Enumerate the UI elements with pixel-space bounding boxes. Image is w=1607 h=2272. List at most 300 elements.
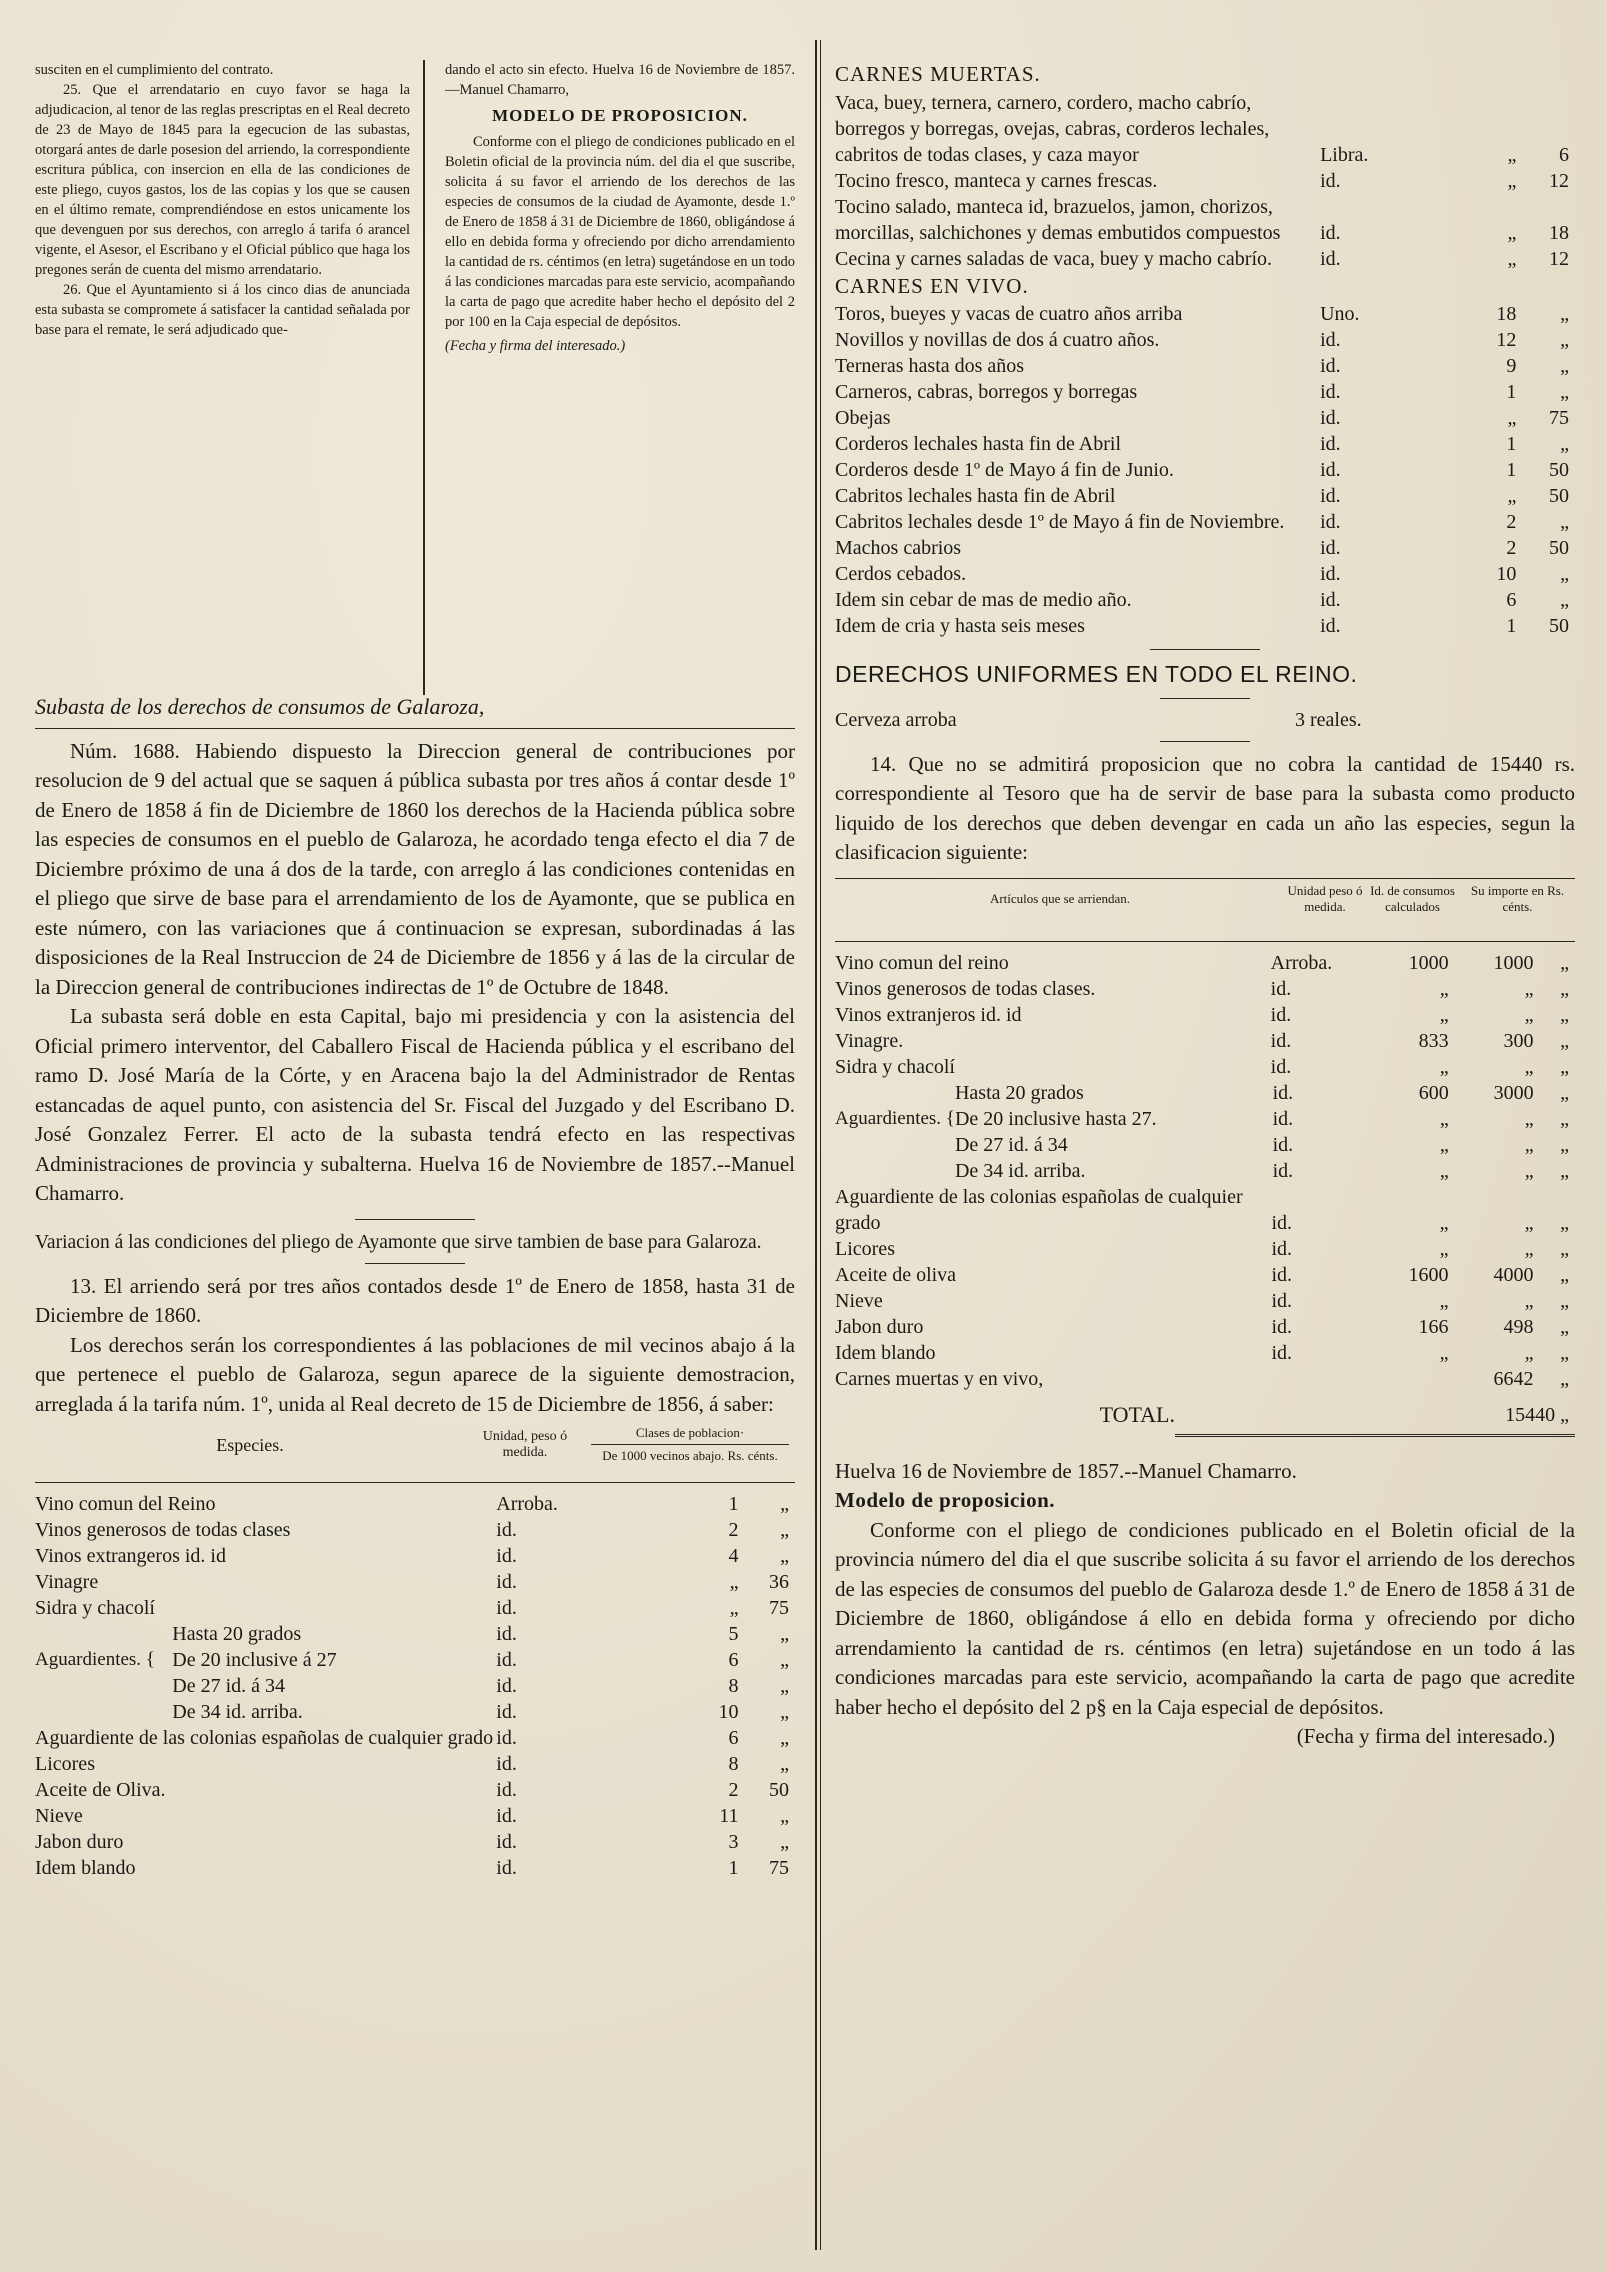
item-centimos: „ (1560, 355, 1569, 377)
item-unit: id. (496, 1675, 517, 1697)
item-qty: „ (1439, 1055, 1449, 1078)
item-centimos: „ (780, 1675, 789, 1697)
item-reales: 6 (1506, 589, 1517, 611)
table-row (835, 405, 1575, 431)
item-qty: „ (1439, 1237, 1449, 1260)
table-row (835, 1054, 1575, 1080)
tariff-table-aguardientes (35, 1621, 795, 1725)
item-reales: 1 (728, 1493, 739, 1515)
meat-table (835, 90, 1575, 272)
item-importe: „ (1524, 1107, 1534, 1130)
item-name: Hasta 20 grados (172, 1623, 302, 1645)
item-reales: 10 (718, 1701, 739, 1723)
item-name: Idem de cria y hasta seis meses (835, 615, 1085, 637)
item-name: Licores (835, 1237, 895, 1260)
item-qty: 166 (1418, 1315, 1449, 1338)
item-importe: „ (1524, 1341, 1534, 1364)
item-reales: 8 (728, 1753, 739, 1775)
item-centimos: 50 (1549, 485, 1569, 507)
item-unit: id. (1320, 355, 1341, 377)
item-centimos: „ (1560, 511, 1569, 533)
item-centimos: „ (780, 1623, 789, 1645)
item-centimos: „ (1560, 1029, 1569, 1052)
item-name: Vinos generosos de todas clases. (835, 977, 1096, 1000)
table-row (835, 1002, 1575, 1028)
item-name: Idem sin cebar de mas de medio año. (835, 589, 1132, 611)
item-centimos: „ (1560, 1263, 1569, 1286)
calc-table-aguardientes (835, 1080, 1575, 1184)
item-name: De 27 id. á 34 (172, 1675, 286, 1697)
item-importe: „ (1524, 1289, 1534, 1312)
item-centimos: 50 (1549, 537, 1569, 559)
section-heading: CARNES MUERTAS. (835, 62, 1041, 86)
item-unit: id. (1320, 221, 1341, 244)
item-qty: „ (1439, 977, 1449, 1000)
item-unit: id. (1271, 1289, 1293, 1312)
item-name: Hasta 20 grados (954, 1081, 1084, 1104)
table-row (835, 90, 1575, 168)
table-row (35, 1621, 795, 1647)
item-unit: id. (1270, 1055, 1292, 1078)
calc-table-body (835, 950, 1575, 1080)
item-qty: „ (1439, 1133, 1449, 1156)
group-label (35, 1621, 172, 1647)
table-row (35, 1829, 795, 1855)
item-name: Tocino salado, manteca id, brazuelos, jamon, chorizos, morcillas, salchichones y demas embutidos compuestos (835, 195, 1281, 244)
group-label (835, 1132, 955, 1158)
item-qty: „ (1439, 1289, 1449, 1312)
item-reales: „ (1507, 485, 1517, 507)
item-name: Novillos y novillas de dos á cuatro años. (835, 329, 1160, 351)
item-centimos: „ (780, 1649, 789, 1671)
item-centimos: 75 (769, 1597, 789, 1619)
item-unit (1271, 1366, 1354, 1392)
table-row (35, 1595, 795, 1621)
table-row (35, 1543, 795, 1569)
item-name: Vinos extrangeros id. id (35, 1545, 226, 1567)
table-row (35, 1777, 795, 1803)
item-name: Aceite de oliva (835, 1263, 957, 1286)
paragraph: Núm. 1688. Habiendo dispuesto la Direccion general de contribuciones por resolucion de 9 del actual que se saquen á pública subasta por tres años á contar desde 1º de Enero de 1858 á fin de Diciembre de 1860 los derechos de la Hacienda pública sobre las especies de consumos en el pueblo de Galaroza, he acordado tenga efecto el dia 7 de Diciembre próximo de una á dos de la tarde, con arreglo á las condiciones contenidas en el pliego que sirve de base para el arrendamiento de los de Ayamonte, que se publica en este número, con las variaciones que á continuacion se expresan, subordinadas á las disposiciones de la Real Instruccion de 24 de Diciembre de 1856 y á las de la circular de la Direccion general de contribuciones indirectas de 1º de Octubre de 1848. (35, 738, 795, 999)
item-importe: „ (1524, 1159, 1534, 1182)
item-centimos: „ (1560, 381, 1569, 403)
table-row (35, 1569, 795, 1595)
item-reales: „ (1507, 143, 1517, 166)
calc-table-body (835, 1184, 1575, 1392)
item-unit: id. (1272, 1159, 1294, 1182)
item-reales: 1 (1506, 459, 1517, 481)
item-importe: „ (1524, 1211, 1534, 1234)
table-row (35, 1855, 795, 1881)
signature-note: (Fecha y firma del interesado.) (445, 338, 626, 354)
item-centimos: „ (1560, 1211, 1569, 1234)
table-header: Su importe en Rs. cénts. (1470, 882, 1565, 914)
table-row (835, 1236, 1575, 1262)
item-unit: id. (1271, 1263, 1293, 1286)
item-unit: id. (1320, 563, 1341, 585)
paragraph: susciten en el cumplimiento del contrato. (35, 62, 274, 78)
item-reales: 4 (728, 1545, 739, 1567)
item-unit: id. (1320, 511, 1341, 533)
item-name: Nieve (835, 1289, 883, 1312)
item-unit: id. (1320, 247, 1341, 270)
item-importe: 6642 (1493, 1367, 1534, 1390)
modelo-title: Modelo de proposicion. (835, 1488, 1056, 1512)
item-reales: „ (729, 1571, 739, 1593)
item-centimos: 6 (1559, 143, 1569, 166)
table-row (835, 1366, 1575, 1392)
column-rule (423, 60, 425, 695)
item-name: Vaca, buey, ternera, carnero, cordero, macho cabrío, borregos y borregas, ovejas, cabras, corderos lechales, cabritos de todas clases, y caza mayor (835, 91, 1270, 166)
item-importe: 300 (1503, 1029, 1534, 1052)
item-centimos: „ (1560, 329, 1569, 351)
item-unit: Arroba. (496, 1493, 558, 1515)
item-centimos: „ (1560, 951, 1569, 974)
item-centimos: „ (780, 1753, 789, 1775)
item-centimos: „ (1560, 1055, 1569, 1078)
item-reales: 12 (1496, 329, 1517, 351)
item-centimos: „ (780, 1805, 789, 1827)
paragraph: 25. Que el arrendatario en cuyo favor se haga la adjudicacion, al tenor de las reglas prescriptas en el Real decreto de 23 de Mayo de 1845 para la egecucion de las subastas, otorgará antes de darle posesion del arriendo, la correspondiente escritura pública, con insercion en ella de las condiciones de este pliego, cuyos gastos, los de las copias y los que se causen en el último remate, comprendiéndose en estos unicamente los que devenguen por sus derechos, con arreglo á tarifa ó arancel vigente, el Asesor, el Escribano y el Oficial público que haga los pregones serán de cuenta del mismo arrendatario. (35, 82, 410, 278)
item-unit: id. (496, 1779, 517, 1801)
item-importe: 4000 (1493, 1263, 1534, 1286)
item-importe: „ (1524, 977, 1534, 1000)
item-unit: id. (1320, 615, 1341, 637)
item-reales: 1 (1506, 433, 1517, 455)
item-name: Machos cabrios (835, 537, 962, 559)
item-centimos: „ (1560, 977, 1569, 1000)
item-centimos: „ (780, 1545, 789, 1567)
item-name: Aguardiente de las colonias españolas de cualquier grado (35, 1727, 494, 1749)
item-reales: „ (1507, 169, 1517, 192)
main-article (35, 692, 795, 1881)
item-name: Sidra y chacolí (35, 1597, 155, 1619)
item-name: Sidra y chacolí (835, 1055, 955, 1078)
item-reales: 1 (728, 1857, 739, 1879)
item-centimos: 50 (1549, 459, 1569, 481)
item-unit: id. (1320, 329, 1341, 351)
item-unit: id. (1270, 1029, 1292, 1052)
item-name: De 20 inclusive á 27 (172, 1649, 337, 1671)
item-unit: id. (496, 1571, 517, 1593)
group-label: Aguardientes. { (835, 1107, 955, 1129)
item-unit: id. (1320, 381, 1341, 403)
item-reales: „ (1507, 221, 1517, 244)
table-row (835, 1340, 1575, 1366)
table-row (835, 379, 1575, 405)
item-name: Vinagre. (835, 1029, 904, 1052)
table-header: Artículos que se arriendan. (989, 890, 1131, 906)
item-centimos: „ (1560, 1367, 1569, 1390)
column-rule (815, 40, 817, 2250)
item-name: Vino comun del reino (835, 951, 1009, 974)
item-centimos: „ (1560, 1081, 1569, 1104)
item-name: Carneros, cabras, borregos y borregas (835, 381, 1138, 403)
item-reales: 9 (1506, 355, 1517, 377)
total-label: TOTAL. (1099, 1401, 1175, 1427)
item-name: Obejas (835, 407, 891, 429)
total-row (835, 1402, 1575, 1428)
item-unit: id. (496, 1753, 517, 1775)
table-row (835, 535, 1575, 561)
item-unit: Libra. (1320, 143, 1369, 166)
table-row (835, 1288, 1575, 1314)
item-name: Idem blando (835, 1341, 936, 1364)
item-reales: 2 (728, 1779, 739, 1801)
item-name: Cerveza arroba (835, 708, 957, 731)
item-unit: id. (496, 1857, 517, 1879)
group-label (35, 1699, 172, 1725)
item-unit: id. (1320, 485, 1341, 507)
item-unit: id. (1270, 977, 1292, 1000)
table-row (35, 1725, 795, 1751)
item-reales: 3 (728, 1831, 739, 1853)
table-row (35, 1673, 795, 1699)
paragraph: Conforme con el pliego de condiciones publicado en el Boletin oficial de la provincia núm. del dia el que suscribe, solicita á su favor el arriendo de los derechos de las especies de consumos de la ciudad de Ayamonte, desde 1.º de Enero de 1858 á 31 de Diciembre de 1860, obligándose á ello en debida forma y ofreciendo por dicho arrendamiento la cantidad de rs. céntimos (en letra) sugetándose en un todo á las condiciones marcadas para este servicio, acompañando la carta de pago que acredite haber hecho el depósito del 2 por 100 en la Caja especial de depósitos. (445, 134, 795, 330)
item-unit: id. (1272, 1107, 1294, 1130)
item-name: De 27 id. á 34 (954, 1133, 1068, 1156)
item-unit: id. (496, 1805, 517, 1827)
item-importe: „ (1524, 1055, 1534, 1078)
table-row (835, 327, 1575, 353)
item-unit: id. (1320, 433, 1341, 455)
item-name: Aceite de Oliva. (35, 1779, 166, 1801)
section-heading: CARNES EN VIVO. (835, 273, 1029, 298)
item-centimos: „ (780, 1701, 789, 1723)
table-header: Id. de consumos calculados (1370, 882, 1455, 914)
item-unit: id. (1320, 407, 1341, 429)
table-header: Unidad peso ó medida. (1287, 882, 1363, 914)
item-reales: 2 (1506, 537, 1517, 559)
item-qty: 1000 (1408, 951, 1449, 974)
item-centimos: 36 (769, 1571, 789, 1593)
item-name: Terneras hasta dos años (835, 355, 1025, 377)
column-1 (35, 60, 410, 340)
item-centimos: „ (1560, 433, 1569, 455)
calc-table-header (835, 883, 1575, 915)
item-qty: 833 (1418, 1029, 1449, 1052)
item-name: Tocino fresco, manteca y carnes frescas. (835, 169, 1158, 192)
item-centimos: „ (1560, 589, 1569, 611)
item-reales: 8 (728, 1675, 739, 1697)
item-unit: id. (496, 1649, 517, 1671)
article-heading: Subasta de los derechos de consumos de Galaroza, (35, 694, 485, 719)
table-row (835, 168, 1575, 194)
item-unit: id. (496, 1701, 517, 1723)
column-2 (445, 60, 795, 356)
table-row (35, 1647, 795, 1673)
column-rule (820, 40, 821, 2250)
table-row (835, 1132, 1575, 1158)
item-value: 3 reales. (1295, 708, 1362, 731)
item-unit: id. (1320, 459, 1341, 481)
item-unit: id. (496, 1597, 517, 1619)
table-row (835, 194, 1575, 246)
item-qty: 1600 (1408, 1263, 1449, 1286)
item-centimos: „ (1560, 1289, 1569, 1312)
item-centimos: 75 (769, 1857, 789, 1879)
table-row (835, 431, 1575, 457)
table-row (835, 246, 1575, 272)
section-title: MODELO DE PROPOSICION. (492, 106, 748, 125)
item-name: Vinagre (35, 1571, 99, 1593)
table-header-group (585, 1425, 795, 1464)
item-centimos: „ (1560, 303, 1569, 325)
group-label (835, 1158, 955, 1184)
item-name: Aguardiente de las colonias españolas de cualquier grado (835, 1185, 1243, 1234)
tariff-table (35, 1425, 795, 1464)
item-unit: id. (1320, 537, 1341, 559)
item-centimos: 12 (1549, 247, 1569, 270)
paragraph: 26. Que el Ayuntamiento si á los cinco dias de anunciada esta subasta se compromete á satisfacer la cantidad señalada por base para el remate, le será adjudicado que- (35, 282, 410, 338)
item-centimos: „ (1560, 563, 1569, 585)
item-unit: id. (496, 1545, 517, 1567)
item-name: Corderos lechales hasta fin de Abril (835, 433, 1122, 455)
group-label (835, 1080, 955, 1106)
signature-note: (Fecha y firma del interesado.) (1296, 1724, 1555, 1748)
column-right (835, 60, 1575, 1752)
table-row (835, 1106, 1575, 1132)
item-unit: id. (1271, 1341, 1293, 1364)
table-row (35, 1491, 795, 1517)
table-row (835, 950, 1575, 976)
item-qty: „ (1439, 1159, 1449, 1182)
item-centimos: „ (1560, 1003, 1569, 1026)
item-reales: 2 (728, 1519, 739, 1541)
item-centimos: „ (1560, 1237, 1569, 1260)
table-row (835, 509, 1575, 535)
item-name: De 34 id. arriba. (172, 1701, 303, 1723)
table-row (35, 1803, 795, 1829)
item-name: Toros, bueyes y vacas de cuatro años arriba (835, 303, 1183, 325)
item-name: Vinos extranjeros id. id (835, 1003, 1022, 1026)
item-centimos: „ (780, 1831, 789, 1853)
table-header: Especies. (216, 1434, 284, 1455)
item-reales: 10 (1496, 563, 1517, 585)
table-row (835, 561, 1575, 587)
item-name: Jabon duro (835, 1315, 924, 1338)
item-unit: id. (1272, 1081, 1294, 1104)
item-name: Idem blando (35, 1857, 136, 1879)
item-centimos: „ (1560, 1159, 1569, 1182)
paragraph: dando el acto sin efecto. Huelva 16 de Noviembre de 1857.—Manuel Chamarro, (445, 62, 795, 98)
item-importe: 498 (1503, 1315, 1534, 1338)
table-row (835, 301, 1575, 327)
variation-heading: Variacion á las condiciones del pliego de Ayamonte que sirve tambien de base para Galaroza. (35, 1231, 762, 1253)
item-unit: Arroba. (1270, 951, 1333, 974)
paragraph: Conforme con el pliego de condiciones publicado en el Boletin oficial de la provincia número del dia el que suscribe solicita á su favor el arriendo de los derechos de las especies de consumos del pueblo de Galaroza desde 1.º de Enero de 1858 á 31 de Diciembre de 1860, obligándose á ello en debida forma y ofreciendo por dicho arrendamiento la cantidad de rs. céntimos (en letra) sujetándose en un todo á las condiciones marcadas para este servicio, acompañando la carta de pago que acredite haber hecho el depósito del 2 p§ en la Caja especial de depósitos. (835, 1517, 1575, 1719)
item-unit: id. (496, 1623, 517, 1645)
paragraph: La subasta será doble en esta Capital, bajo mi presidencia y con la asistencia del Oficial primero interventor, del Caballero Fiscal de Hacienda pública y el escribano del ramo D. José María de la Córte, y en Aracena bajo la del Administrador de Rentas estancadas de aquel punto, con asistencia del Sr. Fiscal del Juzgado y del Escribano D. José Gonzalez Ferrer. El acto de la subasta tendrá efecto en las respectivas Administraciones de provincia y subalterna. Huelva 16 de Noviembre de 1857.--Manuel Chamarro. (35, 1004, 795, 1205)
table-row (835, 976, 1575, 1002)
item-unit: id. (1271, 1237, 1293, 1260)
item-name: Vinos generosos de todas clases (35, 1519, 291, 1541)
item-centimos: „ (1560, 1341, 1569, 1364)
beer-row (835, 707, 1575, 733)
section-heading: DERECHOS UNIFORMES EN TODO EL REINO. (835, 661, 1358, 687)
item-qty: „ (1439, 1211, 1449, 1234)
table-row (835, 613, 1575, 639)
paragraph: 14. Que no se admitirá proposicion que no cobra la cantidad de 15440 rs. correspondiente al Tesoro que ha de servir de base para la subasta como producto liquido de los derechos que deben devengar en cada un año las especies, segun la clasificacion siguiente: (835, 751, 1575, 864)
item-centimos: „ (780, 1519, 789, 1541)
table-row (835, 353, 1575, 379)
table-row (835, 1080, 1575, 1106)
item-importe: „ (1524, 1237, 1534, 1260)
table-row (835, 483, 1575, 509)
item-reales: „ (729, 1597, 739, 1619)
item-unit: id. (1272, 1133, 1294, 1156)
table-header: Clases de poblacion· (635, 1425, 745, 1440)
item-importe: „ (1524, 1003, 1534, 1026)
item-reales: 1 (1506, 381, 1517, 403)
item-name: Cabritos lechales desde 1º de Mayo á fin de Noviembre. (835, 511, 1285, 533)
item-centimos: 50 (1549, 615, 1569, 637)
item-name: Cecina y carnes saladas de vaca, buey y macho cabrío. (835, 247, 1273, 270)
item-name: Carnes muertas y en vivo, (835, 1367, 1044, 1390)
item-reales: 6 (728, 1649, 739, 1671)
item-reales: 6 (728, 1727, 739, 1749)
item-unit: id. (1270, 1003, 1292, 1026)
table-header: Unidad, peso ó medida. (482, 1428, 568, 1460)
item-importe: „ (1524, 1133, 1534, 1156)
total-value: 15440 „ (1505, 1403, 1569, 1426)
item-qty (1355, 1366, 1455, 1392)
item-centimos: 18 (1549, 221, 1569, 244)
item-reales: „ (1507, 247, 1517, 270)
group-label (35, 1673, 172, 1699)
signature-line: Huelva 16 de Noviembre de 1857.--Manuel Chamarro. (835, 1458, 1297, 1483)
table-row (35, 1699, 795, 1725)
table-row (835, 1314, 1575, 1340)
item-unit: id. (496, 1831, 517, 1853)
item-unit: id. (496, 1727, 517, 1749)
item-centimos: 50 (769, 1779, 789, 1801)
table-row (835, 1262, 1575, 1288)
table-row (835, 1158, 1575, 1184)
item-unit: id. (1320, 169, 1341, 192)
table-row (835, 457, 1575, 483)
item-name: De 34 id. arriba. (954, 1159, 1086, 1182)
item-reales: 11 (719, 1805, 739, 1827)
table-row (835, 587, 1575, 613)
item-name: Cerdos cebados. (835, 563, 967, 585)
item-centimos: 12 (1549, 169, 1569, 192)
item-unit: id. (1271, 1315, 1293, 1338)
item-unit: id. (496, 1519, 517, 1541)
item-reales: 18 (1496, 303, 1517, 325)
item-centimos: „ (780, 1493, 789, 1515)
item-name: Cabritos lechales hasta fin de Abril (835, 485, 1116, 507)
livestock-table (835, 301, 1575, 639)
item-name: Jabon duro (35, 1831, 124, 1853)
item-unit: Uno. (1320, 303, 1360, 325)
item-qty: „ (1439, 1107, 1449, 1130)
item-reales: 2 (1506, 511, 1517, 533)
table-row (835, 1028, 1575, 1054)
item-reales: 1 (1506, 615, 1517, 637)
tariff-table-body (35, 1725, 795, 1881)
item-qty: 600 (1418, 1081, 1449, 1104)
table-row (35, 1751, 795, 1777)
item-importe: 1000 (1493, 951, 1534, 974)
table-row (35, 1517, 795, 1543)
item-centimos: „ (780, 1727, 789, 1749)
item-qty: „ (1439, 1003, 1449, 1026)
item-name: Licores (35, 1753, 95, 1775)
tariff-table-body (35, 1491, 795, 1621)
item-importe: 3000 (1493, 1081, 1534, 1104)
item-qty: „ (1439, 1341, 1449, 1364)
